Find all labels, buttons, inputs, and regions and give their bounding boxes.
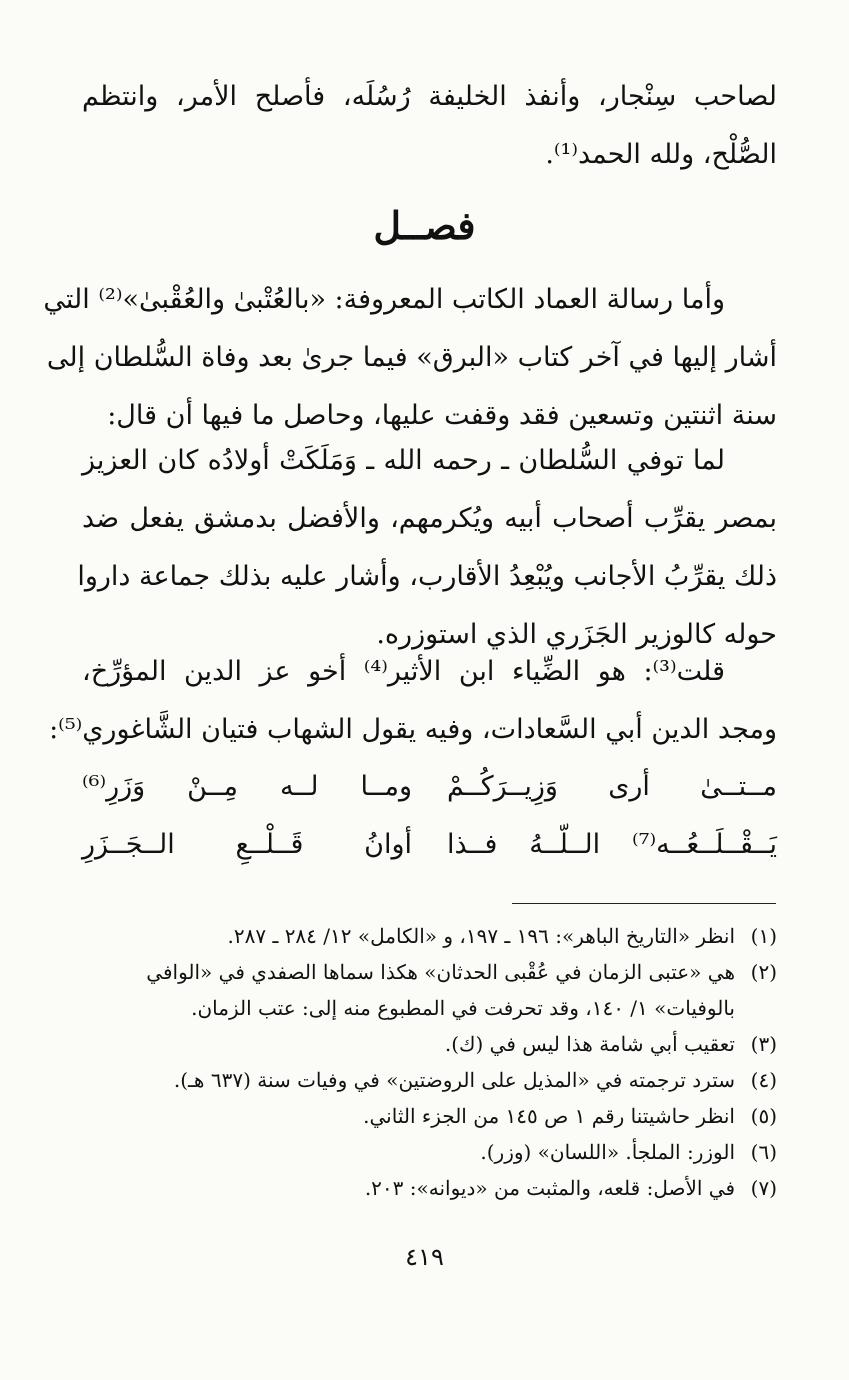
footnote-text: انظر «التاريخ الباهر»: ١٩٦ ـ ١٩٧، و «الكامل» ١٢/ ٢٨٤ ـ ٢٨٧. xyxy=(227,924,735,948)
footnote xyxy=(82,1134,777,1170)
text-line: قلت⁽³⁾: هو الضِّياء ابن الأثير⁽⁴⁾ أخو عز الدين المؤرِّخ، xyxy=(82,656,725,687)
text-line: لما توفي السُّلطان ـ رحمه الله ـ وَمَلَكَتْ أولادُه كان العزيز xyxy=(82,445,725,476)
paragraph-risala xyxy=(43,271,777,445)
footnote-number: (٦) xyxy=(750,1140,777,1164)
footnote-text: تعقيب أبي شامة هذا ليس في (ك). xyxy=(444,1032,735,1056)
footnote-number: (٤) xyxy=(750,1068,777,1092)
verse-first-hemistich: مــتــىٰ أرى وَزِيــرَكُــمْ xyxy=(447,771,777,802)
text-line: حوله كالوزير الجَزَري الذي استوزره. xyxy=(376,619,777,650)
footnote-number: (٣) xyxy=(750,1032,777,1056)
text-line: أشار إليها في آخر كتاب «البرق» فيما جرىٰ بعد وفاة السُّلطان إلى xyxy=(46,342,777,373)
footnote-number: (٥) xyxy=(750,1104,777,1128)
text-line: وأما رسالة العماد الكاتب المعروفة: «بالعُتْبىٰ والعُقْبىٰ»⁽²⁾ التي xyxy=(43,284,725,315)
footnote-number: (٢) xyxy=(750,960,777,984)
text-line: ذلك يقرِّبُ الأجانب ويُبْعِدُ الأقارب، وأشار عليه بذلك جماعة داروا xyxy=(77,561,777,592)
footnote-separator xyxy=(512,903,776,904)
footnote-text: سترد ترجمته في «المذيل على الروضتين» في وفيات سنة (٦٣٧ هـ). xyxy=(173,1068,735,1092)
footnote-text: هي «عتبى الزمان في عُقْبى الحدثان» هكذا سماها الصفدي في «الوافي xyxy=(146,960,735,984)
footnote xyxy=(82,918,777,954)
text-line: بمصر يقرِّب أصحاب أبيه ويُكرمهم، والأفضل بدمشق يفعل ضد xyxy=(82,503,777,534)
footnote xyxy=(82,1098,777,1134)
text-line: ومجد الدين أبي السَّعادات، وفيه يقول الشهاب فتيان الشَّاغوري⁽⁵⁾: xyxy=(49,714,777,745)
verse-line xyxy=(82,816,777,874)
footnote xyxy=(82,954,777,990)
footnotes xyxy=(82,918,777,1206)
footnote-text: انظر حاشيتنا رقم ١ ص ١٤٥ من الجزء الثاني. xyxy=(363,1104,735,1128)
footnote-text: في الأصل: قلعه، والمثبت من «ديوانه»: ٢٠٣. xyxy=(364,1176,735,1200)
poem-verses xyxy=(82,758,777,874)
footnote-text: بالوفيات» ١/ ١٤٠، وقد تحرفت في المطبوع منه إلى: عتب الزمان. xyxy=(191,996,735,1020)
footnote-text: الوزر: الملجأ. «اللسان» (وزر). xyxy=(480,1140,735,1164)
paragraph-qult xyxy=(49,643,777,759)
verse-line xyxy=(82,758,777,816)
top-paragraph xyxy=(82,68,777,184)
verse-first-hemistich: يَــقْــلَــعُــه⁽⁷⁾ الــلّــهُ فــذا xyxy=(447,829,777,860)
footnote-continuation xyxy=(82,990,777,1026)
text-line: الصُّلْح، ولله الحمد⁽¹⁾. xyxy=(545,139,777,170)
page-number: ٤١٩ xyxy=(405,1243,444,1271)
footnote xyxy=(82,1062,777,1098)
verse-second-hemistich: ومــا لــه مِــنْ وَزَرِ⁽⁶⁾ xyxy=(82,771,412,802)
paragraph-sultan xyxy=(77,432,777,664)
footnote-number: (١) xyxy=(750,924,777,948)
section-heading: فصــل xyxy=(373,203,476,248)
footnote xyxy=(82,1170,777,1206)
text-line: سنة اثنتين وتسعين فقد وقفت عليها، وحاصل ما فيها أن قال: xyxy=(107,400,777,431)
footnote xyxy=(82,1026,777,1062)
footnote-number: (٧) xyxy=(750,1176,777,1200)
verse-second-hemistich: أوانُ قَــلْــعِ الــجَــزَرِ xyxy=(82,829,412,860)
text-line: لصاحب سِنْجار، وأنفذ الخليفة رُسُلَه، فأصلح الأمر، وانتظم xyxy=(82,81,777,112)
